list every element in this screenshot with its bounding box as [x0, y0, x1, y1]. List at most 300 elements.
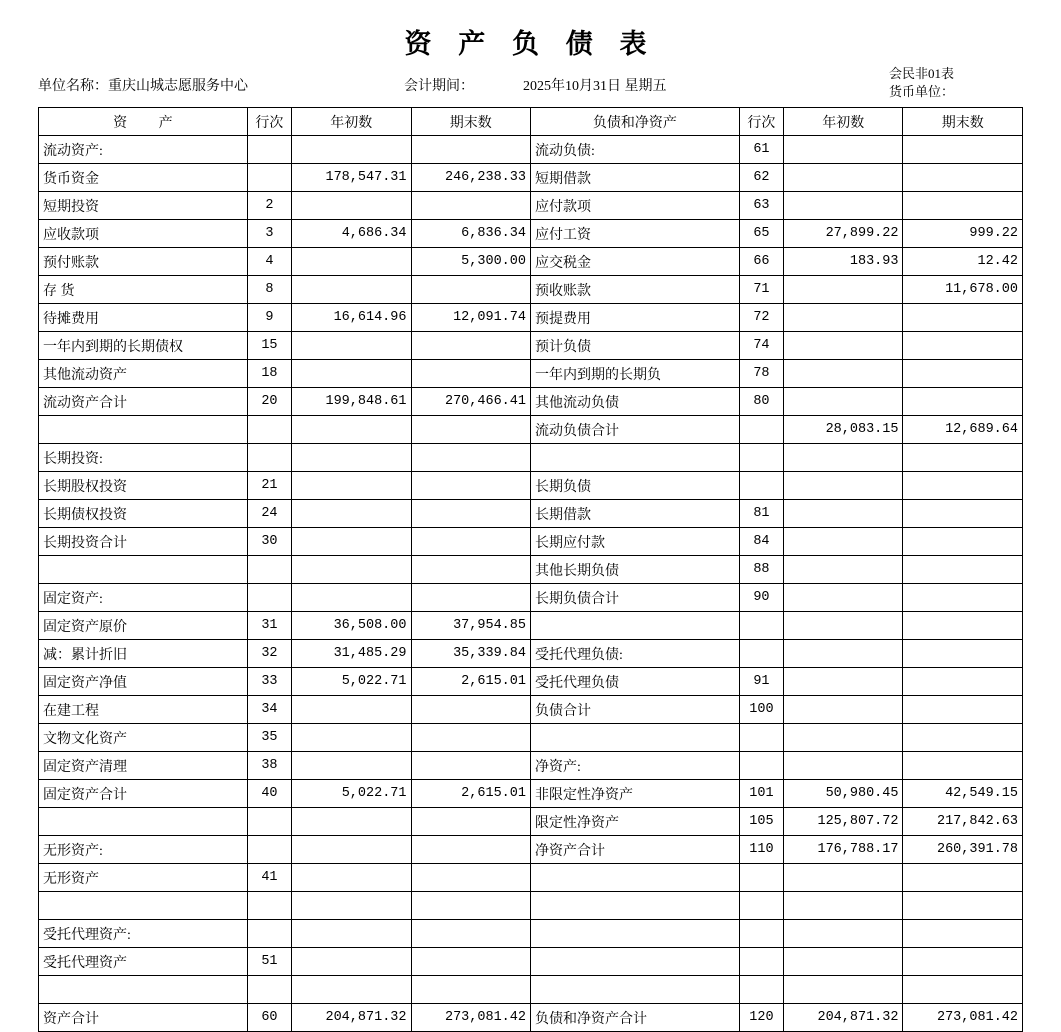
liability-begin-value: 50,980.45	[784, 780, 903, 808]
liability-row-number	[739, 472, 783, 500]
liability-end-value	[903, 724, 1023, 752]
asset-begin-value	[292, 528, 411, 556]
table-row	[39, 332, 1023, 360]
asset-end-value	[411, 500, 530, 528]
table-row	[39, 948, 1023, 976]
asset-row-number: 40	[247, 780, 291, 808]
header-begin-liab: 年初数	[784, 108, 903, 136]
liability-begin-value	[784, 472, 903, 500]
asset-row-number: 20	[247, 388, 291, 416]
liability-begin-value: 183.93	[784, 248, 903, 276]
liability-item-label: 应付款项	[530, 192, 739, 220]
liability-item-label	[530, 724, 739, 752]
asset-row-number	[247, 920, 291, 948]
asset-begin-value	[292, 836, 411, 864]
liability-item-label: 长期负债	[530, 472, 739, 500]
asset-item-label: 货币资金	[39, 164, 248, 192]
liability-begin-value	[784, 976, 903, 1004]
liability-end-value	[903, 472, 1023, 500]
asset-end-value	[411, 724, 530, 752]
liability-end-value	[903, 304, 1023, 332]
asset-end-value: 270,466.41	[411, 388, 530, 416]
currency-label: 货币单位：	[889, 84, 955, 99]
liability-item-label: 净资产:	[530, 752, 739, 780]
asset-end-value	[411, 976, 530, 1004]
table-row	[39, 416, 1023, 444]
table-row	[39, 444, 1023, 472]
liability-end-value	[903, 556, 1023, 584]
liability-item-label: 限定性净资产	[530, 808, 739, 836]
asset-row-number	[247, 444, 291, 472]
liability-item-label: 受托代理负债:	[530, 640, 739, 668]
asset-item-label: 固定资产净值	[39, 668, 248, 696]
liability-row-number: 90	[739, 584, 783, 612]
liability-item-label: 预收账款	[530, 276, 739, 304]
asset-end-value	[411, 360, 530, 388]
asset-end-value: 2,615.01	[411, 780, 530, 808]
liability-item-label: 负债合计	[530, 696, 739, 724]
asset-item-label: 资产合计	[39, 1004, 248, 1032]
asset-end-value	[411, 444, 530, 472]
liability-row-number	[739, 864, 783, 892]
liability-row-number: 74	[739, 332, 783, 360]
asset-row-number: 34	[247, 696, 291, 724]
asset-row-number: 60	[247, 1004, 291, 1032]
liability-item-label: 短期借款	[530, 164, 739, 192]
liability-end-value: 12,689.64	[903, 416, 1023, 444]
asset-row-number	[247, 892, 291, 920]
liability-item-label	[530, 948, 739, 976]
liability-item-label	[530, 612, 739, 640]
asset-end-value	[411, 472, 530, 500]
liability-end-value	[903, 192, 1023, 220]
liability-item-label: 预提费用	[530, 304, 739, 332]
asset-row-number	[247, 416, 291, 444]
table-row	[39, 612, 1023, 640]
form-meta	[889, 65, 1029, 101]
table-row	[39, 220, 1023, 248]
asset-begin-value	[292, 920, 411, 948]
liability-begin-value	[784, 556, 903, 584]
asset-begin-value	[292, 500, 411, 528]
asset-end-value: 2,615.01	[411, 668, 530, 696]
liability-begin-value: 27,899.22	[784, 220, 903, 248]
asset-end-value	[411, 864, 530, 892]
table-row	[39, 276, 1023, 304]
liability-item-label	[530, 920, 739, 948]
table-row	[39, 192, 1023, 220]
asset-row-number: 3	[247, 220, 291, 248]
liability-item-label: 其他长期负债	[530, 556, 739, 584]
asset-end-value	[411, 528, 530, 556]
unit-name-field	[38, 75, 248, 95]
asset-item-label: 应收款项	[39, 220, 248, 248]
liability-row-number	[739, 612, 783, 640]
liability-item-label: 负债和净资产合计	[530, 1004, 739, 1032]
asset-end-value	[411, 696, 530, 724]
asset-item-label: 受托代理资产:	[39, 920, 248, 948]
asset-end-value	[411, 836, 530, 864]
asset-row-number	[247, 136, 291, 164]
liability-end-value	[903, 976, 1023, 1004]
asset-begin-value	[292, 360, 411, 388]
table-row	[39, 920, 1023, 948]
liability-begin-value: 176,788.17	[784, 836, 903, 864]
asset-row-number: 35	[247, 724, 291, 752]
header-end-liab: 期末数	[903, 108, 1023, 136]
page-title: 资 产 负 债 表	[404, 29, 657, 59]
liability-item-label	[530, 892, 739, 920]
asset-item-label: 长期投资合计	[39, 528, 248, 556]
liability-row-number: 66	[739, 248, 783, 276]
liability-item-label: 净资产合计	[530, 836, 739, 864]
liability-begin-value	[784, 528, 903, 556]
asset-begin-value: 204,871.32	[292, 1004, 411, 1032]
asset-end-value	[411, 584, 530, 612]
liability-end-value	[903, 528, 1023, 556]
asset-row-number: 2	[247, 192, 291, 220]
asset-item-label: 长期投资:	[39, 444, 248, 472]
liability-begin-value	[784, 892, 903, 920]
liability-item-label: 非限定性净资产	[530, 780, 739, 808]
asset-row-number	[247, 836, 291, 864]
asset-item-label: 减：累计折旧	[39, 640, 248, 668]
liability-end-value: 999.22	[903, 220, 1023, 248]
liability-row-number: 105	[739, 808, 783, 836]
liability-row-number: 120	[739, 1004, 783, 1032]
table-row	[39, 892, 1023, 920]
asset-begin-value: 16,614.96	[292, 304, 411, 332]
asset-row-number	[247, 556, 291, 584]
asset-begin-value	[292, 192, 411, 220]
asset-begin-value	[292, 136, 411, 164]
asset-begin-value: 178,547.31	[292, 164, 411, 192]
liability-item-label: 一年内到期的长期负	[530, 360, 739, 388]
liability-row-number: 65	[739, 220, 783, 248]
table-header-row	[39, 108, 1023, 136]
asset-end-value	[411, 920, 530, 948]
liability-row-number: 61	[739, 136, 783, 164]
liability-item-label: 长期借款	[530, 500, 739, 528]
liability-begin-value	[784, 192, 903, 220]
liability-end-value	[903, 584, 1023, 612]
liability-row-number: 62	[739, 164, 783, 192]
header-begin-assets: 年初数	[292, 108, 411, 136]
liability-begin-value	[784, 444, 903, 472]
liability-begin-value: 125,807.72	[784, 808, 903, 836]
liability-end-value	[903, 388, 1023, 416]
asset-item-label: 固定资产清理	[39, 752, 248, 780]
liability-row-number: 71	[739, 276, 783, 304]
asset-row-number: 32	[247, 640, 291, 668]
liability-item-label: 预计负债	[530, 332, 739, 360]
asset-item-label: 无形资产:	[39, 836, 248, 864]
asset-row-number: 18	[247, 360, 291, 388]
liability-end-value: 12.42	[903, 248, 1023, 276]
asset-item-label	[39, 556, 248, 584]
period-label: 会计期间：	[404, 79, 474, 94]
asset-end-value	[411, 192, 530, 220]
liability-row-number	[739, 948, 783, 976]
asset-item-label: 短期投资	[39, 192, 248, 220]
liability-begin-value	[784, 304, 903, 332]
asset-row-number	[247, 584, 291, 612]
liability-begin-value	[784, 668, 903, 696]
asset-row-number: 31	[247, 612, 291, 640]
asset-begin-value	[292, 696, 411, 724]
liability-end-value: 217,842.63	[903, 808, 1023, 836]
table-row	[39, 136, 1023, 164]
asset-row-number: 38	[247, 752, 291, 780]
asset-row-number	[247, 976, 291, 1004]
liability-end-value	[903, 696, 1023, 724]
liability-end-value	[903, 864, 1023, 892]
asset-item-label: 流动资产:	[39, 136, 248, 164]
table-row	[39, 808, 1023, 836]
table-row	[39, 248, 1023, 276]
liability-begin-value	[784, 388, 903, 416]
liability-begin-value	[784, 500, 903, 528]
liability-end-value	[903, 920, 1023, 948]
liability-end-value	[903, 948, 1023, 976]
liability-end-value	[903, 164, 1023, 192]
asset-end-value	[411, 136, 530, 164]
asset-begin-value: 5,022.71	[292, 780, 411, 808]
asset-end-value: 246,238.33	[411, 164, 530, 192]
liability-item-label: 流动负债:	[530, 136, 739, 164]
asset-begin-value: 5,022.71	[292, 668, 411, 696]
liability-begin-value	[784, 164, 903, 192]
asset-end-value	[411, 556, 530, 584]
asset-row-number: 41	[247, 864, 291, 892]
table-row	[39, 388, 1023, 416]
asset-end-value: 5,300.00	[411, 248, 530, 276]
liability-item-label: 长期负债合计	[530, 584, 739, 612]
asset-end-value: 37,954.85	[411, 612, 530, 640]
header-liabilities: 负债和净资产	[530, 108, 739, 136]
liability-item-label: 流动负债合计	[530, 416, 739, 444]
liability-begin-value	[784, 724, 903, 752]
asset-row-number: 30	[247, 528, 291, 556]
liability-item-label	[530, 444, 739, 472]
asset-item-label	[39, 976, 248, 1004]
asset-end-value: 12,091.74	[411, 304, 530, 332]
unit-name-label: 单位名称：	[38, 79, 108, 94]
liability-end-value	[903, 640, 1023, 668]
asset-row-number: 4	[247, 248, 291, 276]
asset-item-label: 存 货	[39, 276, 248, 304]
liability-row-number	[739, 416, 783, 444]
liability-begin-value: 28,083.15	[784, 416, 903, 444]
liability-item-label	[530, 864, 739, 892]
liability-row-number: 63	[739, 192, 783, 220]
asset-item-label: 一年内到期的长期债权	[39, 332, 248, 360]
liability-row-number: 81	[739, 500, 783, 528]
header-assets: 资 产	[39, 108, 248, 136]
asset-end-value	[411, 948, 530, 976]
liability-row-number: 100	[739, 696, 783, 724]
liability-row-number	[739, 920, 783, 948]
header-row-no-assets: 行次	[247, 108, 291, 136]
table-row	[39, 724, 1023, 752]
asset-row-number: 24	[247, 500, 291, 528]
table-row	[39, 304, 1023, 332]
liability-begin-value	[784, 584, 903, 612]
asset-item-label: 其他流动资产	[39, 360, 248, 388]
balance-sheet-table	[38, 107, 1023, 1032]
table-row	[39, 668, 1023, 696]
asset-end-value: 35,339.84	[411, 640, 530, 668]
asset-begin-value	[292, 808, 411, 836]
asset-begin-value	[292, 444, 411, 472]
liability-end-value	[903, 332, 1023, 360]
asset-begin-value	[292, 864, 411, 892]
asset-begin-value	[292, 584, 411, 612]
table-row	[39, 752, 1023, 780]
liability-item-label: 应交税金	[530, 248, 739, 276]
liability-item-label: 受托代理负债	[530, 668, 739, 696]
table-row	[39, 836, 1023, 864]
liability-end-value	[903, 892, 1023, 920]
asset-end-value	[411, 752, 530, 780]
asset-item-label: 流动资产合计	[39, 388, 248, 416]
asset-begin-value	[292, 248, 411, 276]
asset-item-label: 长期股权投资	[39, 472, 248, 500]
asset-row-number: 21	[247, 472, 291, 500]
asset-item-label: 长期债权投资	[39, 500, 248, 528]
asset-row-number: 9	[247, 304, 291, 332]
asset-begin-value	[292, 416, 411, 444]
liability-row-number	[739, 640, 783, 668]
table-body	[39, 136, 1023, 1032]
asset-begin-value	[292, 892, 411, 920]
asset-begin-value	[292, 556, 411, 584]
liability-end-value	[903, 752, 1023, 780]
liability-end-value	[903, 668, 1023, 696]
asset-begin-value	[292, 472, 411, 500]
liability-begin-value: 204,871.32	[784, 1004, 903, 1032]
liability-item-label: 长期应付款	[530, 528, 739, 556]
asset-begin-value: 31,485.29	[292, 640, 411, 668]
asset-item-label	[39, 416, 248, 444]
liability-begin-value	[784, 612, 903, 640]
table-row	[39, 976, 1023, 1004]
asset-end-value	[411, 808, 530, 836]
table-row	[39, 500, 1023, 528]
table-row	[39, 696, 1023, 724]
liability-begin-value	[784, 864, 903, 892]
asset-item-label	[39, 892, 248, 920]
liability-end-value: 11,678.00	[903, 276, 1023, 304]
liability-end-value	[903, 444, 1023, 472]
asset-item-label	[39, 808, 248, 836]
liability-begin-value	[784, 332, 903, 360]
form-code: 会民非01表	[889, 66, 955, 81]
liability-end-value	[903, 500, 1023, 528]
header-row-no-liab: 行次	[739, 108, 783, 136]
asset-begin-value: 199,848.61	[292, 388, 411, 416]
asset-row-number: 33	[247, 668, 291, 696]
document-meta	[0, 67, 1061, 107]
table-row	[39, 360, 1023, 388]
asset-item-label: 固定资产:	[39, 584, 248, 612]
liability-row-number: 110	[739, 836, 783, 864]
asset-begin-value	[292, 752, 411, 780]
asset-item-label: 预付账款	[39, 248, 248, 276]
liability-end-value	[903, 612, 1023, 640]
asset-begin-value: 4,686.34	[292, 220, 411, 248]
table-row	[39, 864, 1023, 892]
asset-item-label: 受托代理资产	[39, 948, 248, 976]
asset-end-value	[411, 892, 530, 920]
asset-item-label: 在建工程	[39, 696, 248, 724]
liability-row-number	[739, 752, 783, 780]
unit-name-value: 重庆山城志愿服务中心	[108, 79, 248, 94]
asset-row-number	[247, 808, 291, 836]
liability-end-value	[903, 136, 1023, 164]
liability-item-label: 其他流动负债	[530, 388, 739, 416]
asset-row-number: 8	[247, 276, 291, 304]
liability-row-number: 101	[739, 780, 783, 808]
table-row	[39, 164, 1023, 192]
table-row	[39, 780, 1023, 808]
liability-item-label	[530, 976, 739, 1004]
asset-begin-value: 36,508.00	[292, 612, 411, 640]
liability-begin-value	[784, 640, 903, 668]
table-row	[39, 472, 1023, 500]
asset-end-value	[411, 276, 530, 304]
liability-row-number: 84	[739, 528, 783, 556]
liability-end-value: 260,391.78	[903, 836, 1023, 864]
liability-row-number: 72	[739, 304, 783, 332]
liability-row-number: 80	[739, 388, 783, 416]
asset-begin-value	[292, 724, 411, 752]
liability-end-value: 42,549.15	[903, 780, 1023, 808]
asset-begin-value	[292, 976, 411, 1004]
asset-begin-value	[292, 948, 411, 976]
liability-begin-value	[784, 948, 903, 976]
asset-item-label: 无形资产	[39, 864, 248, 892]
table-row	[39, 1004, 1023, 1032]
liability-row-number: 91	[739, 668, 783, 696]
asset-item-label: 固定资产原价	[39, 612, 248, 640]
header-end-assets: 期末数	[411, 108, 530, 136]
asset-end-value	[411, 332, 530, 360]
liability-begin-value	[784, 276, 903, 304]
table-row	[39, 528, 1023, 556]
liability-row-number	[739, 444, 783, 472]
asset-item-label: 待摊费用	[39, 304, 248, 332]
asset-row-number	[247, 164, 291, 192]
asset-item-label: 固定资产合计	[39, 780, 248, 808]
period-value: 2025年10月31日 星期五	[523, 79, 667, 94]
asset-item-label: 文物文化资产	[39, 724, 248, 752]
liability-end-value	[903, 360, 1023, 388]
asset-begin-value	[292, 332, 411, 360]
liability-row-number: 88	[739, 556, 783, 584]
liability-row-number	[739, 724, 783, 752]
liability-begin-value	[784, 752, 903, 780]
liability-row-number	[739, 976, 783, 1004]
liability-end-value: 273,081.42	[903, 1004, 1023, 1032]
liability-begin-value	[784, 696, 903, 724]
table-row	[39, 584, 1023, 612]
liability-row-number: 78	[739, 360, 783, 388]
table-row	[39, 640, 1023, 668]
liability-begin-value	[784, 136, 903, 164]
asset-row-number: 51	[247, 948, 291, 976]
liability-begin-value	[784, 360, 903, 388]
